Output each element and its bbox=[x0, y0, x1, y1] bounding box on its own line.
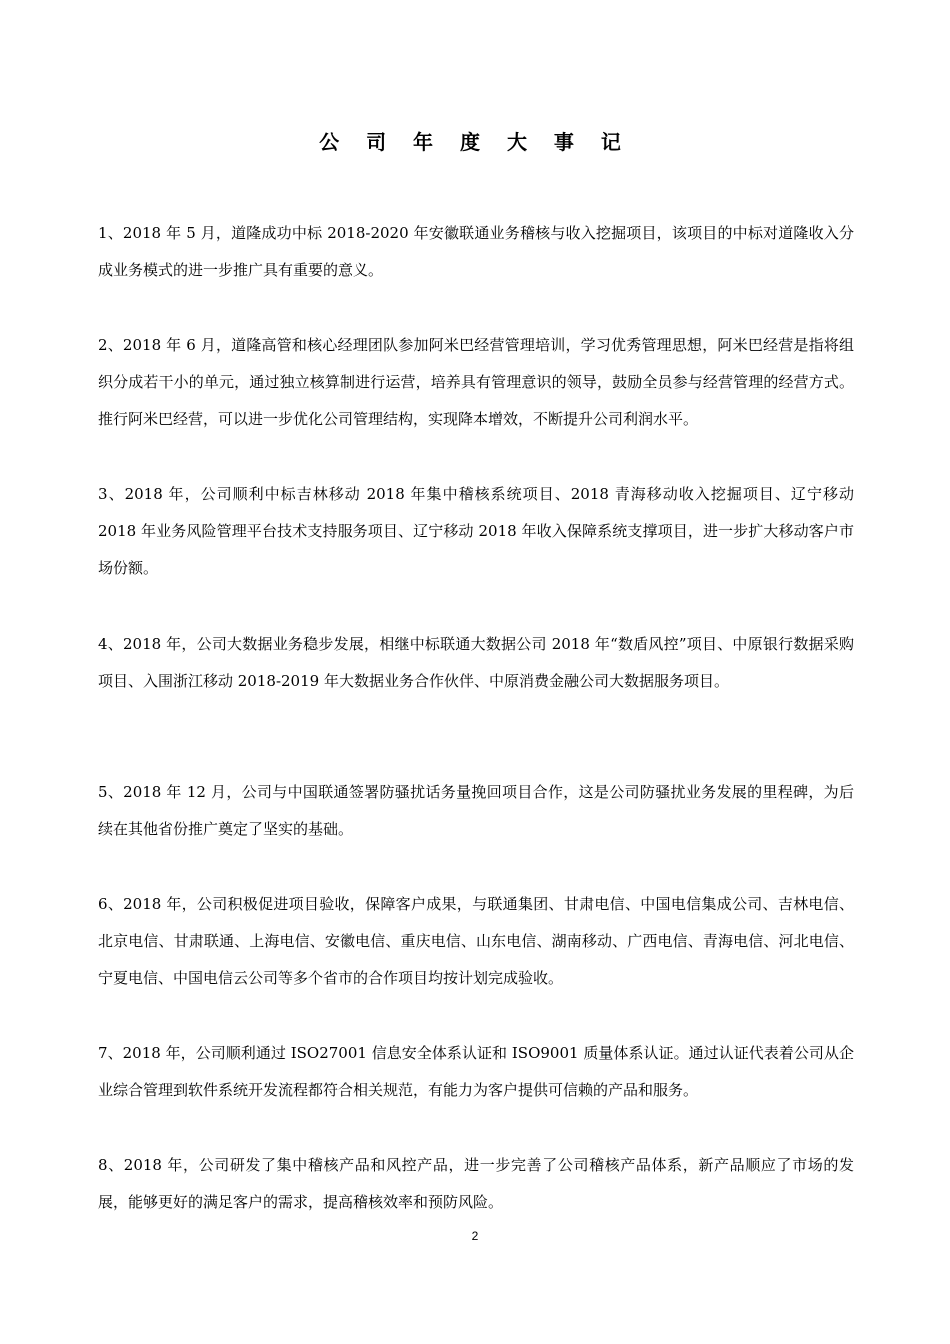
page-title: 公 司 年 度 大 事 记 bbox=[319, 130, 631, 154]
event-paragraph-1: 1、2018 年 5 月，道隆成功中标 2018-2020 年安徽联通业务稽核与收入挖掘项目，该项目的中标对道隆收入分成业务模式的进一步推广具有重要的意义。 bbox=[98, 224, 854, 279]
page-number: 2 bbox=[471, 1229, 479, 1243]
event-paragraph-8: 8、2018 年，公司研发了集中稽核产品和风控产品，进一步完善了公司稽核产品体系，新产品顺应了市场的发展，能够更好的满足客户的需求，提高稽核效率和预防风险。 bbox=[98, 1156, 854, 1211]
event-paragraph-2: 2、2018 年 6 月，道隆高管和核心经理团队参加阿米巴经营管理培训，学习优秀管理思想，阿米巴经营是指将组织分成若干小的单元，通过独立核算制进行运营，培养具有管理意识的领导，鼓励全员参与经营管理的经营方式。推行阿米巴经营，可以进一步优化公司管理结构，实现降本增效，不断提升公司利润水平。 bbox=[98, 336, 854, 428]
event-paragraph-4: 4、2018 年，公司大数据业务稳步发展，相继中标联通大数据公司 2018 年“数盾风控”项目、中原银行数据采购项目、入围浙江移动 2018-2019 年大数据业务合作伙伴、中原消费金融公司大数据服务项目。 bbox=[98, 635, 854, 690]
event-paragraph-7: 7、2018 年，公司顺利通过 ISO27001 信息安全体系认证和 ISO9001 质量体系认证。通过认证代表着公司从企业综合管理到软件系统开发流程都符合相关规范，有能力为客户提供可信赖的产品和服务。 bbox=[98, 1044, 854, 1099]
event-paragraph-5: 5、2018 年 12 月，公司与中国联通签署防骚扰话务量挽回项目合作，这是公司防骚扰业务发展的里程碑，为后续在其他省份推广奠定了坚实的基础。 bbox=[98, 783, 854, 838]
event-paragraph-6: 6、2018 年，公司积极促进项目验收，保障客户成果，与联通集团、甘肃电信、中国电信集成公司、吉林电信、北京电信、甘肃联通、上海电信、安徽电信、重庆电信、山东电信、湖南移动、广西电信、青海电信、河北电信、宁夏电信、中国电信云公司等多个省市的合作项目均按计划完成验收。 bbox=[98, 895, 854, 987]
event-paragraph-3: 3、2018 年，公司顺利中标吉林移动 2018 年集中稽核系统项目、2018 青海移动收入挖掘项目、辽宁移动 2018 年业务风险管理平台技术支持服务项目、辽宁移动 2018 年收入保障系统支撑项目，进一步扩大移动客户市场份额。 bbox=[98, 485, 854, 577]
